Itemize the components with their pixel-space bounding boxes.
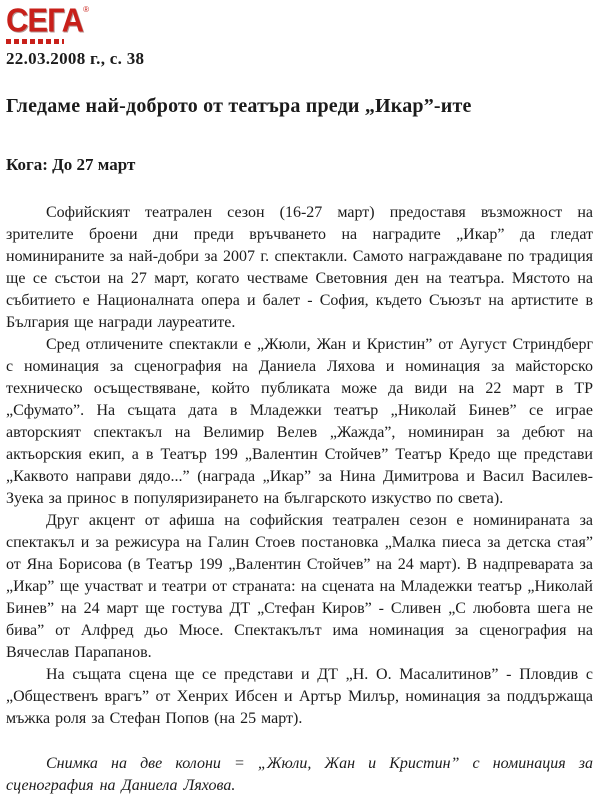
article-body bbox=[6, 202, 593, 730]
logo-dashed-underline bbox=[6, 39, 64, 44]
article-paragraph-2: Сред отличените спектакли е „Жюли, Жан и Кристин” от Аугуст Стриндберг с номинация за сценография на Даниела Ляхова и номинация за майсторско техническо осъществяване, който публиката може да види на 22 март в ТР „Сфумато”. На същата дата в Младежки театър „Николай Бинев” се играе авторският спектакъл на Велимир Велев „Жажда”, номиниран за дебют на актьорския екип, а в Театър 199 „Валентин Стойчев” Театър Кредо ще представи „Каквото направи дядо...” (награда „Икар” за Нина Димитрова и Васил Василев-Зуека за принос в популяризирането на българското изкуство по света). bbox=[6, 336, 593, 507]
article-when-line: Кога: До 27 март bbox=[6, 155, 136, 174]
registered-trademark-icon: ® bbox=[83, 5, 89, 14]
article-paragraph-4: На същата сцена ще се представи и ДТ „Н. О. Масалитинов” - Пловдив с „Общественъ врагъ” от Хенрих Ибсен и Артър Милър, номинация за поддържаща мъжка роля за Стефан Попов (на 25 март). bbox=[6, 666, 593, 727]
sega-logo bbox=[6, 1, 89, 44]
photo-caption: Снимка на две колони = „Жюли, Жан и Кристин” с номинация за сценография на Даниела Ляхова. bbox=[6, 755, 593, 794]
article-paragraph-3: Друг акцент от афиша на софийския театрален сезон е номинираната за спектакъл и за режисура на Галин Стоев постановка „Малка пиеса за детска стая” от Яна Борисова (в Театър 199 „Валентин Стойчев” на 24 март). В надпреварата за „Икар” ще участват и театри от страната: на сцената на Младежки театър „Николай Бинев” на 24 март ще гостува ДТ „Стефан Киров” - Сливен „С любовта шега не бива” от Алфред дьо Мюсе. Спектакълът има номинация за сценография на Вячеслав Парапанов. bbox=[6, 512, 593, 661]
article-headline: Гледаме най-доброто от театъра преди „Икар”-ите bbox=[6, 95, 472, 117]
masthead bbox=[6, 1, 593, 69]
dateline: 22.03.2008 г., с. 38 bbox=[6, 49, 145, 68]
article-paragraph-1: Софийският театрален сезон (16-27 март) предоставя възможност на зрителите броени дни преди връчването на наградите „Икар” да гледат номинираните за най-добри за 2007 г. спектакли. Самото награждаване по традиция ще се състои на 27 март, когато честваме Световния ден на театъра. Мястото на събитието е Националната опера и балет - София, където Съюзът на артистите в България ще награди лауреатите. bbox=[6, 204, 593, 331]
sega-logo-text: СЕГА bbox=[6, 1, 84, 40]
